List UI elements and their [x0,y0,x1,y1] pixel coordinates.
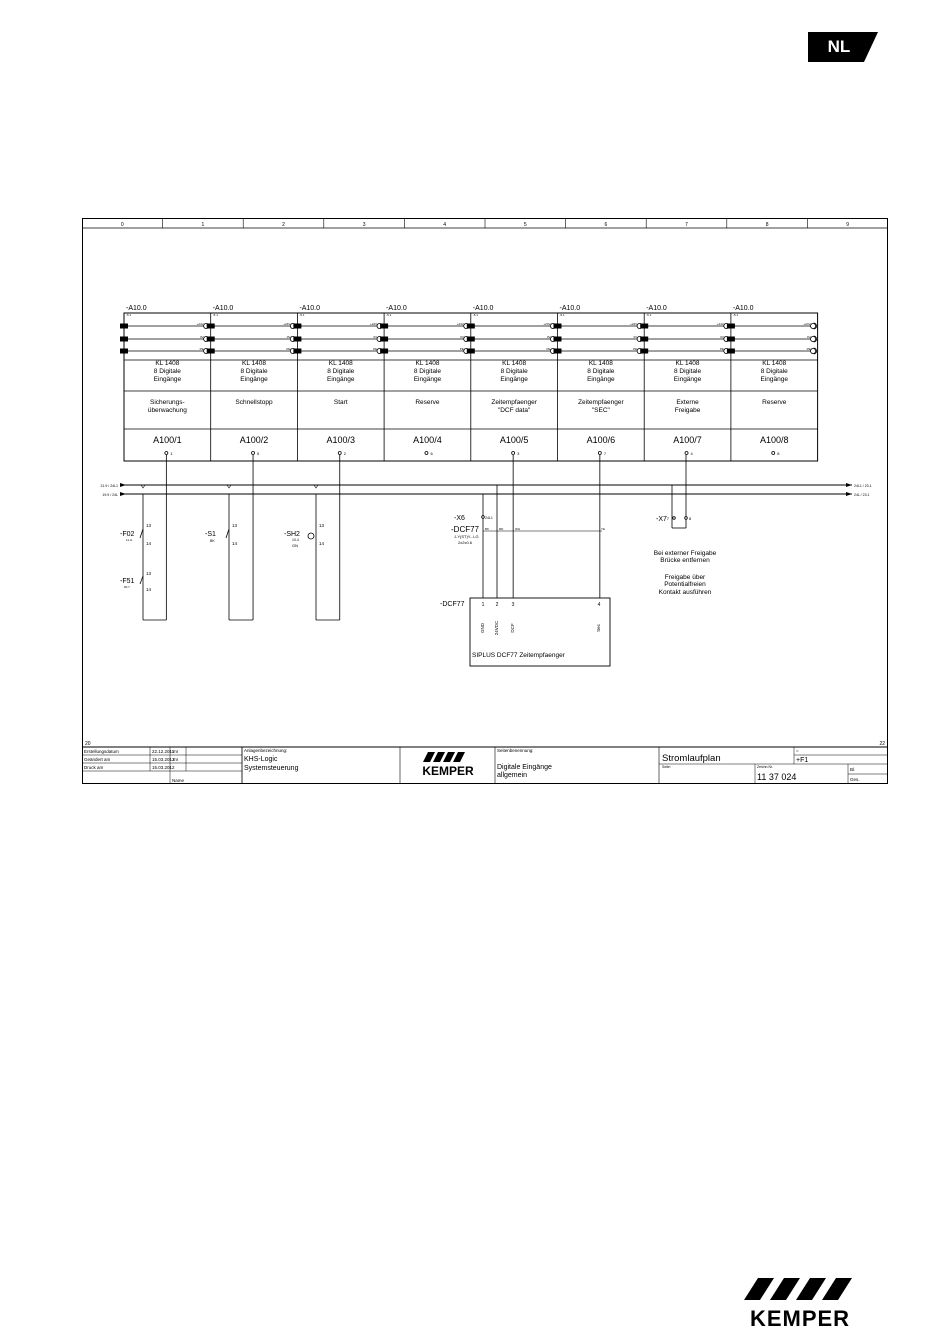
terminal-number: 8 [689,516,692,521]
rail-label: PE [199,347,204,351]
terminal-number: 14 [319,541,325,546]
module-pin: 1 [170,451,173,456]
terminal-number: 7 [666,516,669,521]
module-function: Reserve [762,399,787,406]
rail-terminal [207,324,215,329]
module-subref: -5.1 [559,313,565,317]
rail-terminal [380,337,388,342]
rail-label: +24V [716,322,724,326]
component-sub: 10.4 [292,538,299,542]
plant-name: KHS-Logic [244,756,278,763]
dcf77-pin-number: 4 [597,602,601,608]
schematic-sheet [82,218,888,784]
terminal-number: 14 [146,587,152,592]
rail-terminal [120,349,128,354]
module-pin: 3 [517,451,520,456]
dcf77-pin-signal: Sec [596,624,601,632]
module-desc: 8 Digitale [153,368,181,375]
busbar-arrow-in [120,492,126,496]
plant-label: Anlagenbezeichnung: [244,748,288,753]
module-subref: -5.1 [299,313,305,317]
module-desc: Eingänge [587,376,615,383]
rail-label: 0V [373,335,378,339]
page-label: Seitenbenennung: [497,748,534,753]
module-input-terminal [685,452,688,455]
busbar-arrow-out [846,483,852,487]
rail-label: +24V [543,322,551,326]
center-logo-bar [453,752,465,762]
rail-terminal [207,349,215,354]
module-address: A100/1 [153,435,182,445]
module-ref: -A10.0 [732,305,754,312]
component-sub: GN [292,543,298,548]
rail-label: 0V [546,335,551,339]
ruler-number: 5 [523,222,527,228]
module-desc: Eingänge [500,376,528,383]
module-function: "SEC" [591,407,610,414]
rail-label: +24V [370,322,378,326]
module-desc: 8 Digitale [673,368,702,375]
module-pin: 2 [343,451,346,456]
language-badge-label: NL [827,37,851,56]
module-subref: -5.1 [386,313,392,317]
kemper-logo-mark [718,1276,882,1330]
busbar-label: 24L1 / 23.1 [854,484,872,488]
module-pin: 5 [257,451,260,456]
module-desc: Eingänge [153,376,182,383]
sheet-frame [82,219,888,784]
module-input-terminal [425,452,428,455]
component-sh2: -SH2 [284,531,300,538]
ruler-number: 3 [362,222,366,228]
rail-terminal [727,337,735,342]
rail-terminal [380,324,388,329]
dcf77-box-name: -DCF77 [440,601,465,608]
module-model: KL 1408 [155,360,180,367]
note-line: Kontakt ausführen [658,589,712,596]
module-function: Freigabe [674,407,701,414]
component-f51: -F51 [120,578,135,585]
module-function: "DCF data" [497,407,531,414]
switch-contact [140,576,143,584]
language-badge [808,32,878,62]
component-s1: -S1 [205,531,216,538]
busbar-arrow-in [120,483,126,487]
rail-label: +24V [283,322,291,326]
dcf77-pin-signal: DCF [510,623,515,633]
rail-label: PE [546,347,551,351]
module-model: KL 1408 [242,360,267,367]
module-desc: Eingänge [413,376,442,383]
module-input-terminal [512,452,515,455]
name-label: Name [172,778,185,783]
rail-terminal [554,337,562,342]
note-line: Freigabe über [664,574,706,581]
cable-spec: 2x2x0.6 [458,540,473,545]
rail-terminal [467,324,475,329]
module-desc: Eingänge [240,376,268,383]
revision-user: mr [173,757,179,762]
wire-color: WH [515,527,520,531]
rail-terminal [640,324,648,329]
module-model: KL 1408 [415,360,440,367]
rail-terminal [554,324,562,329]
module-model: KL 1408 [675,360,700,367]
component-sub: 60.7 [124,585,130,589]
module-function: Zeitempfaenger [578,399,624,406]
module-desc: 8 Digitale [500,368,528,375]
rail-connector [811,336,816,341]
location-code: +F1 [796,757,809,764]
center-logo-bar [433,752,445,762]
rail-terminal [727,349,735,354]
module-address: A100/8 [759,435,789,445]
wire-color: YE [601,527,606,531]
module-ref: -A10.0 [386,305,407,312]
busbar-label: 19.9 / 24L [102,493,118,497]
module-input-terminal [772,452,775,455]
revision-date: 15.03.2012 [152,765,175,770]
io-modules [120,305,818,461]
busbar-arrow-out [846,492,852,496]
page-title: allgemein [497,772,527,779]
rail-terminal [640,337,648,342]
rail-label: PE [459,347,464,351]
module-desc: 8 Digitale [760,368,788,375]
module-input-terminal [338,452,341,455]
rail-label: PE [286,347,291,351]
module-input-terminal [598,452,601,455]
module-pin: 8 [777,451,780,456]
small-label: = [796,748,799,753]
component-x6: -X6 [454,515,465,522]
terminal-number: 13 [319,523,325,528]
module-desc: 8 Digitale [413,368,442,375]
rail-terminal [293,349,301,354]
rail-terminal [380,349,388,354]
note-line: Bei externer Freigabe [653,550,717,557]
rail-terminal [207,337,215,342]
component-x7: -X7 [656,516,667,523]
module-address: A100/5 [499,435,529,445]
module-address: A100/6 [586,435,616,445]
rail-connector [811,348,816,353]
module-input-terminal [252,452,255,455]
module-model: KL 1408 [588,360,613,367]
center-logo-text: KEMPER [422,764,474,778]
module-function: Externe [676,399,699,406]
ruler-number: 2 [282,222,285,228]
ruler-number: 9 [846,222,850,228]
corner-number-left: 20 [85,741,91,747]
module-function: Zeitempfaenger [491,399,537,406]
rail-terminal [467,349,475,354]
rail-label: 0V [200,335,204,339]
rail-terminal [554,349,562,354]
rail-label: PE [806,347,811,351]
rail-terminal [293,324,301,329]
component-sub: 11.G [126,538,133,542]
module-desc: Eingänge [760,376,788,383]
module-ref: -A10.0 [646,305,667,312]
ruler-number: 7 [685,222,688,228]
module-function: Sicherungs- [150,399,185,406]
dcf77-pin-signal: GND [480,623,485,633]
wire-color: BK [485,527,490,531]
module-pin: 4 [690,451,693,456]
module-address: A100/2 [239,435,269,445]
terminal-label: 24L1 [485,516,493,520]
page-title: Digitale Eingänge [497,764,552,771]
module-ref: -A10.0 [212,305,234,312]
component-dcf77-cable: -DCF77 [451,525,480,534]
busbar-label: 21.9 / 24L1 [100,484,118,488]
ruler-number: 4 [443,222,447,228]
field-wiring [100,455,871,666]
module-function: Start [333,399,348,406]
rail-terminal [120,337,128,342]
outer-border [83,219,888,784]
module-address: A100/7 [673,435,702,445]
dcf77-pin-number: 1 [481,602,485,608]
x7-terminal [685,517,688,520]
dcf77-pin-signal: 24VDC [494,620,499,636]
small-label: Seite: [662,765,671,769]
module-subref: -5.1 [472,313,478,317]
module-ref: -A10.0 [559,305,581,312]
module-function: Reserve [415,399,440,406]
switch-contact [140,529,143,538]
cable-spec: J-Y(ST)Y...LG [454,534,479,539]
terminal-number: 13 [146,571,152,576]
small-label: Zeichn.Nr. [757,765,773,769]
ruler-number: 0 [120,222,124,228]
rail-terminal [120,324,128,329]
module-pin: 6 [430,451,433,456]
center-logo-bar [423,752,435,762]
module-subref: -5.1 [126,313,132,317]
rail-terminal [467,337,475,342]
dcf77-box-label: SIPLUS DCF77 Zeitempfaenger [472,652,565,659]
rail-label: +24V [803,322,811,326]
rail-terminal [727,324,735,329]
module-address: A100/4 [413,435,442,445]
terminal-number: 14 [232,541,238,546]
module-address: A100/3 [326,435,356,445]
module-subref: -5.1 [212,313,218,317]
drawing-number: 11 37 024 [757,772,797,782]
rail-label: PE [633,347,638,351]
terminal-number: 13 [232,523,238,528]
dcf77-pin-number: 3 [511,602,515,608]
module-ref: -A10.0 [472,305,494,312]
center-logo-bar [443,752,455,762]
wire-color: RD [499,527,504,531]
kemper-logo [718,1276,882,1330]
rail-terminal [293,337,301,342]
rail-terminal [640,349,648,354]
revision-date: 15.03.2012 [152,757,175,762]
revision-user: mr [173,749,179,754]
revision-label: Erstellungsdatum [84,749,119,754]
module-ref: -A10.0 [299,305,321,312]
document-title: Stromlaufplan [662,753,721,764]
rail-label: +24V [630,322,638,326]
rail-label: +24V [196,322,204,326]
rail-connector [811,323,816,328]
rail-label: PE [719,347,724,351]
module-subref: -5.1 [732,313,739,317]
x7-terminal [673,517,676,520]
module-function: überwachung [147,407,187,414]
revision-label: Druck am [84,765,104,770]
rail-label: 0V [633,335,638,339]
lamp-symbol [308,533,314,539]
module-model: KL 1408 [762,360,787,367]
corner-number-right: 22 [879,741,885,747]
busbar-label: 24L / 23.1 [854,493,870,497]
terminal-number: 13 [146,523,152,528]
note-line: Potentialfreien [664,581,706,588]
revision-date: 22.12.2011 [152,749,175,754]
x6-terminal [482,516,485,519]
module-function: Schnellstopp [235,399,273,406]
module-desc: 8 Digitale [587,368,615,375]
note-line: Brücke entfernen [660,557,710,564]
module-desc: 8 Digitale [327,368,355,375]
column-ruler [121,218,849,228]
kemper-logo-text: KEMPER [749,1306,851,1330]
ruler-number: 1 [201,222,205,228]
rail-label: 0V [720,335,724,339]
module-model: KL 1408 [502,360,527,367]
ruler-number: 8 [765,222,769,228]
terminal-number: 14 [146,541,152,546]
module-input-terminal [165,452,168,455]
rail-label: 0V [460,335,464,339]
small-label: Bl. [850,767,856,772]
module-desc: Eingänge [673,376,702,383]
module-desc: Eingänge [327,376,355,383]
module-ref: -A10.0 [126,305,147,312]
plant-name: Systemsteuerung [244,765,299,772]
module-desc: 8 Digitale [240,368,268,375]
rail-label: +24V [456,322,464,326]
dcf77-pin-number: 2 [495,602,499,608]
rail-label: PE [373,347,378,351]
rail-label: 0V [286,335,291,339]
rail-label: 0V [806,335,811,339]
module-subref: -5.1 [646,313,652,317]
revision-label: Geändert am [84,757,111,762]
component-f02: -F02 [120,531,135,538]
ruler-number: 6 [604,222,608,228]
component-sub: BK [210,539,215,543]
module-model: KL 1408 [328,360,353,367]
switch-contact [226,529,229,538]
title-block [82,747,888,784]
small-label: Ges. [850,777,860,782]
module-pin: 7 [603,451,607,456]
